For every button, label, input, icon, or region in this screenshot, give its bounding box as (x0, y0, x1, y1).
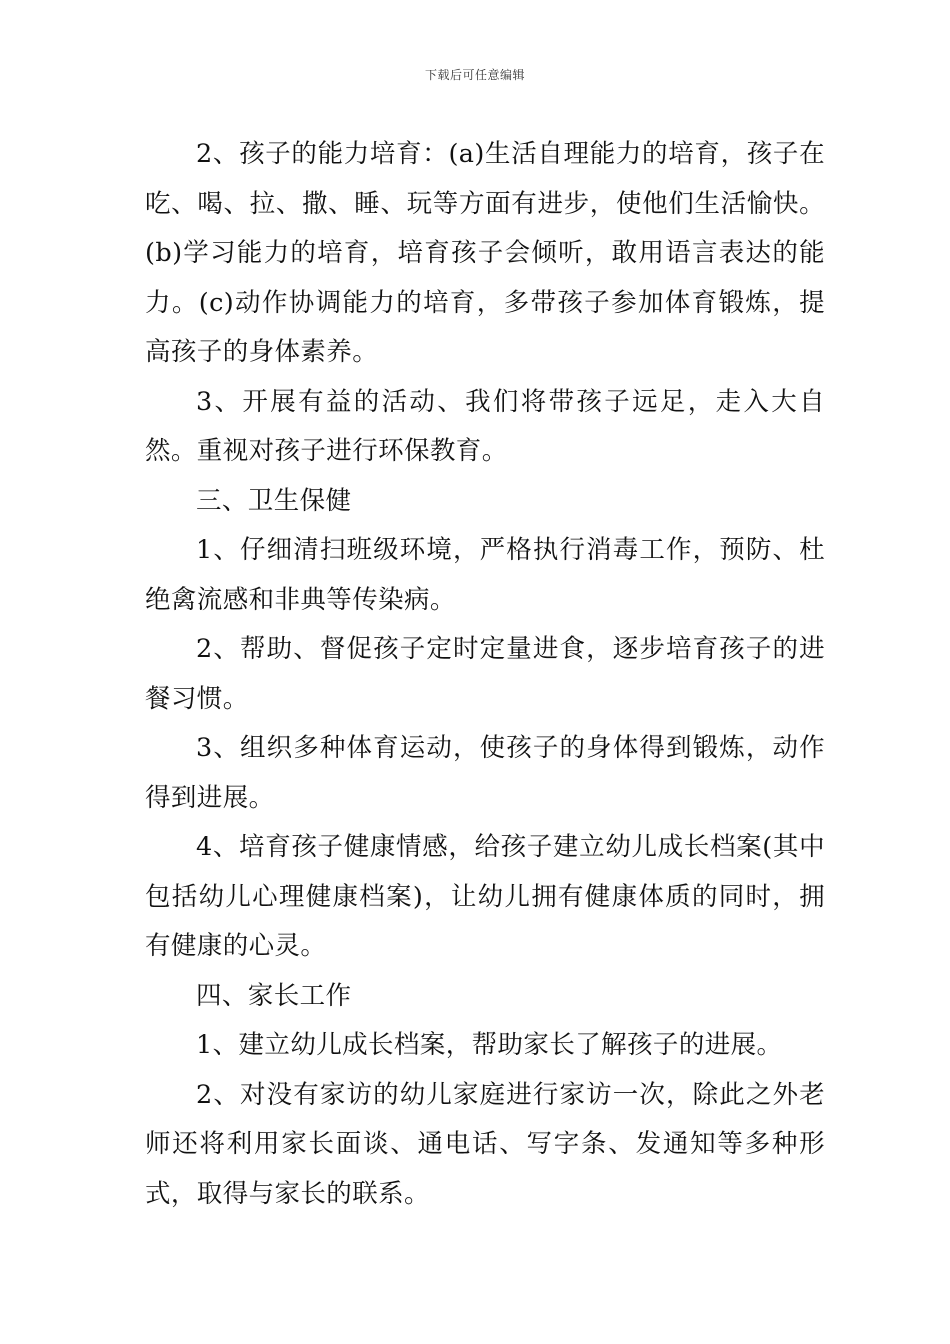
document-body (145, 130, 825, 1219)
paragraph-health-4: 4、培育孩子健康情感，给孩子建立幼儿成长档案(其中包括幼儿心理健康档案)，让幼儿拥有健康体质的同时，拥有健康的心灵。 (145, 832, 825, 961)
paragraph-activities: 3、开展有益的活动、我们将带孩子远足，走入大自然。重视对孩子进行环保教育。 (145, 386, 825, 466)
page-header-note: 下载后可任意编辑 (424, 68, 525, 82)
paragraph-health-1: 1、仔细清扫班级环境，严格执行消毒工作，预防、杜绝禽流感和非典等传染病。 (145, 535, 825, 615)
paragraph-health-3: 3、组织多种体育运动，使孩子的身体得到锻炼，动作得到进展。 (145, 733, 825, 813)
section-heading-health: 三、卫生保健 (196, 485, 352, 516)
paragraph-parents-1: 1、建立幼儿成长档案，帮助家长了解孩子的进展。 (196, 1030, 783, 1060)
paragraph-health-2: 2、帮助、督促孩子定时定量进食，逐步培育孩子的进餐习惯。 (145, 634, 825, 714)
section-heading-parents: 四、家长工作 (196, 980, 352, 1011)
paragraph-parents-2: 2、对没有家访的幼儿家庭进行家访一次，除此之外老师还将利用家长面谈、通电话、写字条、发通知等多种形式，取得与家长的联系。 (145, 1079, 825, 1209)
paragraph-ability-training: 2、孩子的能力培育：(a)生活自理能力的培育，孩子在吃、喝、拉、撒、睡、玩等方面有进步，使他们生活愉快。(b)学习能力的培育，培育孩子会倾听，敢用语言表达的能力。(c)动作协调能力的培育，多带孩子参加体育锻炼，提高孩子的身体素养。 (145, 139, 825, 367)
